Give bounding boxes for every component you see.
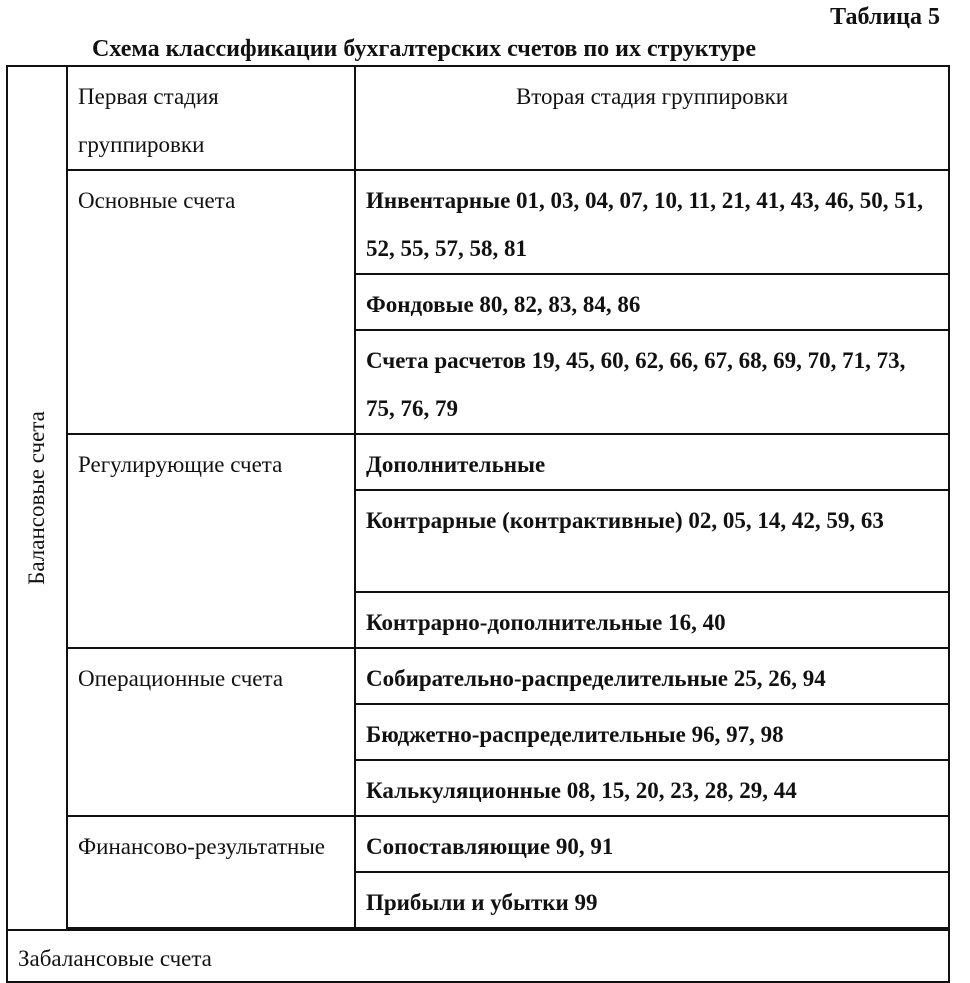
group-item: Фондовые 80, 82, 83, 84, 86 <box>355 274 949 330</box>
classification-table <box>6 65 950 983</box>
group-item: Счета расчетов 19, 45, 60, 62, 66, 67, 68, 69, 70, 71, 73, 75, 76, 79 <box>355 330 949 434</box>
group-name: Основные счета <box>67 170 355 434</box>
group-item: Сопоставляющие 90, 91 <box>355 816 949 872</box>
table-title: Схема классификации бухгалтерских счетов по их структуре <box>92 36 757 62</box>
group-item: Контрарно-дополнительные 16, 40 <box>355 592 949 648</box>
group-item: Контрарные (контрактивные) 02, 05, 14, 42, 59, 63 <box>355 490 949 592</box>
group-item: Прибыли и убытки 99 <box>355 872 949 928</box>
group-item: Калькуляционные 08, 15, 20, 23, 28, 29, 44 <box>355 760 949 816</box>
header-second-stage: Вторая стадия группировки <box>355 66 949 170</box>
group-item: Дополнительные <box>355 434 949 490</box>
side-label-cell <box>7 66 67 930</box>
group-name: Финансово-результатные <box>67 816 355 928</box>
group-name: Операционные счета <box>67 648 355 816</box>
group-name: Регулирующие счета <box>67 434 355 648</box>
table-number: Таблица 5 <box>830 4 940 30</box>
footer-offbalance: Забалансовые счета <box>7 930 949 982</box>
group-item: Инвентарные 01, 03, 04, 07, 10, 11, 21, 41, 43, 46, 50, 51, 52, 55, 57, 58, 81 <box>355 170 949 274</box>
header-first-stage: Первая стадия группировки <box>67 66 355 170</box>
group-item: Собирательно-распределительные 25, 26, 94 <box>355 648 949 704</box>
group-item: Бюджетно-распределительные 96, 97, 98 <box>355 704 949 760</box>
side-label: Балансовые счета <box>24 411 49 585</box>
